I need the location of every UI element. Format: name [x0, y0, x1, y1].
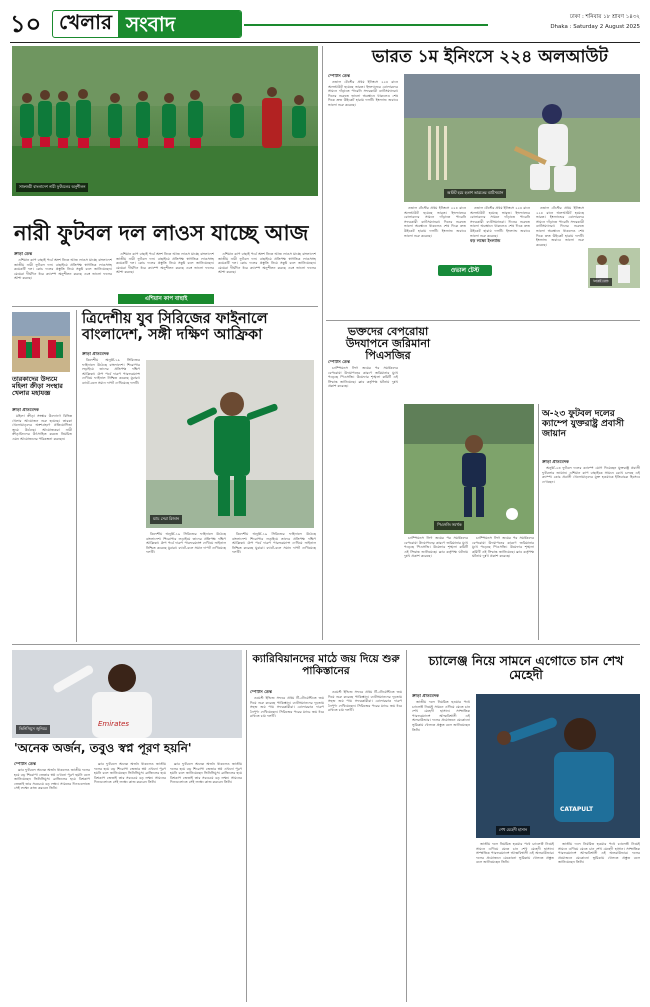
vinicius-body-text-3: ক্লাব ফুটবলে অনেক অর্জন থাকলেও জাতীয় দলের হয়ে বড় শিরোপা জেতার স্বপ্ন এখনো পূরণ হয়নি বলে জানিয়েছেন ভিনিসিয়ুস। ব্রাজিলের হয়ে বিশ্বকাপ জেতাই তার সবচেয়ে বড় লক্ষ্য। সামনের দিনগুলোতে সেই লক্ষ্যে কাজ করবেন তিনি।: [170, 762, 242, 785]
vinicius-headline: 'অনেক অর্জন, তবুও স্বপ্ন পূরণ হয়নি': [14, 741, 192, 755]
vinicius-photo: [12, 650, 242, 738]
india-cricket-body-col3: [470, 206, 530, 316]
india-cricket-subhead: বড় লক্ষ্যে ইংল্যান্ড: [470, 238, 501, 244]
women-org-illustration: [12, 312, 70, 372]
mehedi-body-col2: [476, 842, 554, 1002]
india-cricket-body-text: ওভাল টেস্টের প্রথম ইনিংসে ২২৪ রানে অলআউট হয়েছে ভারত। ইংল্যান্ডের বোলারদের সামনে দাঁড়াতে পারেনি সফরকারী ব্যাটসম্যানরা। দিনের শুরুতে ভালো অবস্থানে থাকলেও শেষ দিকে দ্রুত উইকেট হারায় দলটি। ইংল্যান্ড জবাবে ভালো শুরু করেছে।: [328, 80, 398, 108]
mehedi-jersey-text: CATAPULT: [560, 806, 594, 813]
cricket-batsman-illustration: [404, 74, 640, 202]
football-byline: ক্রীড়া ডেস্ক: [14, 252, 33, 256]
psg-body-text-2: চ্যাম্পিয়নস লিগ জয়ের পর সমর্থকদের বেপরোয়া উদযাপনের কারণে জরিমানার মুখে পড়েছে পিএসজি। উয়েফার শৃঙ্খলা কমিটি এই সিদ্ধান্ত জানিয়েছে। ক্লাব কর্তৃপক্ষ ঘটনায় দুঃখ প্রকাশ করেছে।: [404, 536, 468, 559]
divider-v4: [246, 650, 247, 1002]
u23-photo: [588, 248, 640, 288]
masthead: [10, 8, 640, 40]
women-org-byline: ক্রীড়া প্রতিবেদক: [12, 408, 39, 412]
u23-body: [542, 460, 640, 640]
divider-v5: [406, 650, 407, 1002]
women-org-headline: তারকাদের উদ্যমে মহিলা ক্রীড়া সংস্থার খেলার মহাযজ্ঞ: [12, 375, 63, 398]
section-title-accent: সংবাদ: [118, 11, 241, 37]
football-body-col3: [218, 252, 316, 302]
youth-series-caption: ম্যাচ সেরা রিজান: [150, 515, 182, 524]
vinicius-byline: স্পোর্টস ডেস্ক: [14, 762, 37, 766]
youth-series-body-text: ত্রিদেশীয় অনূর্ধ্ব-১৯ সিরিজের ফাইনালে উঠেছে বাংলাদেশ। শিরোপার লড়াইয়ে তাদের প্রতিপক্ষ দক্ষিণ আফ্রিকা। গ্রুপ পর্বে দারুণ পারফরম্যান্স দেখিয়ে ফাইনাল নিশ্চিত করেছে যুবারা। ব্যাটে-বলে সমান দাপট দেখিয়েছে দলটি।: [82, 358, 140, 386]
vinicius-jersey-text: Emirates: [98, 720, 130, 728]
india-cricket-caption: আউট হয়ে হতাশ ভারতের ব্যাটসম্যান: [444, 189, 506, 198]
psg-body-text: চ্যাম্পিয়নস লিগ জয়ের পর সমর্থকদের বেপরোয়া উদযাপনের কারণে জরিমানার মুখে পড়েছে পিএসজি। উয়েফার শৃঙ্খলা কমিটি এই সিদ্ধান্ত জানিয়েছে। ক্লাব কর্তৃপক্ষ ঘটনায় দুঃখ প্রকাশ করেছে।: [328, 366, 398, 389]
u23-body-text: অনূর্ধ্ব-২৩ ফুটবল দলের ক্যাম্পে যোগ দিয়েছেন যুক্তরাষ্ট্র প্রবাসী ফুটবলার জায়ান। এশিয়ান কাপ বাছাইকে সামনে রেখে চলছে এই ক্যাম্প। কোচ প্রবাসী খেলোয়াড়দের যুক্ত হওয়াকে ইতিবাচক হিসেবে দেখছেন।: [542, 466, 640, 484]
divider-2: [326, 320, 640, 321]
india-cricket-byline: স্পোর্টস ডেস্ক: [328, 74, 351, 78]
india-cricket-body-text-4: ওভাল টেস্টের প্রথম ইনিংসে ২২৪ রানে অলআউট হয়েছে ভারত। ইংল্যান্ডের বোলারদের সামনে দাঁড়াতে পারেনি সফরকারী ব্যাটসম্যানরা। দিনের শুরুতে ভালো অবস্থানে থাকলেও শেষ দিকে দ্রুত উইকেট হারায় দলটি। ইংল্যান্ড জবাবে ভালো শুরু করেছে।: [536, 206, 584, 247]
vinicius-body-col2: [94, 762, 166, 1002]
divider-v-u23: [538, 404, 539, 640]
mehedi-photo: [476, 694, 640, 838]
date-en: Dhaka : Saturday 2 August 2025: [550, 24, 640, 30]
divider-v-main: [322, 46, 323, 640]
psg-byline: স্পোর্টস ডেস্ক: [328, 360, 351, 364]
football-body-col2: [116, 252, 214, 274]
football-body-text-3: এশিয়ান কাপ বাছাই পর্বে অংশ নিতে আজ লাওস যাচ্ছে বাংলাদেশ জাতীয় নারী ফুটবল দল। বাছাইয়ে প্রতিপক্ষ স্বাগতিক লাওসসহ কয়েকটি দল। কোচ দলের প্রস্তুতি নিয়ে সন্তুষ্ট বলে জানিয়েছেন। মেয়েরা দীর্ঘদিন ধরে ক্যাম্পে অনুশীলন করছে এবং ভালো ফলের আশা করছে।: [218, 252, 316, 275]
women-org-body: [12, 408, 72, 640]
psg-body-text-3: চ্যাম্পিয়নস লিগ জয়ের পর সমর্থকদের বেপরোয়া উদযাপনের কারণে জরিমানার মুখে পড়েছে পিএসজি। উয়েফার শৃঙ্খলা কমিটি এই সিদ্ধান্ত জানিয়েছে। ক্লাব কর্তৃপক্ষ ঘটনায় দুঃখ প্রকাশ করেছে।: [472, 536, 534, 559]
masthead-line: [244, 24, 488, 26]
divider-1: [12, 306, 318, 307]
youth-series-body-col2: [146, 532, 226, 640]
mehedi-caption: শেখ মেহেদী হাসান: [496, 826, 530, 835]
mehedi-body-text-3: জাতীয় দলে নিয়মিত হওয়ার পথে চ্যালেঞ্জ নিয়েই সামনে এগিয়ে যেতে চান শেখ মেহেদী হাসান। সাম্প্রতিক পারফরম্যান্সে আত্মবিশ্বাসী এই অলরাউন্ডার। দলের প্রয়োজনে যেকোনো ভূমিকায় খেলতে প্রস্তুত বলে জানিয়েছেন তিনি।: [558, 842, 640, 865]
football-team-photo: [12, 46, 318, 196]
india-cricket-headline: ভারত ১ম ইনিংসে ২২৪ অলআউট: [372, 47, 608, 67]
football-team-illustration: [12, 46, 318, 196]
pakistan-body-col2: [328, 690, 402, 1002]
youth-series-body-text-3: ত্রিদেশীয় অনূর্ধ্ব-১৯ সিরিজের ফাইনালে উঠেছে বাংলাদেশ। শিরোপার লড়াইয়ে তাদের প্রতিপক্ষ দক্ষিণ আফ্রিকা। গ্রুপ পর্বে দারুণ পারফরম্যান্স দেখিয়ে ফাইনাল নিশ্চিত করেছে যুবারা। ব্যাটে-বলে সমান দাপট দেখিয়েছে দলটি।: [232, 532, 316, 555]
mehedi-body: [412, 694, 470, 1002]
u23-headline: অ-২৩ ফুটবল দলের ক্যাম্পে যুক্তরাষ্ট্র প্রবাসী জায়ান: [542, 409, 624, 439]
oval-test-badge: ওভাল টেস্ট: [438, 265, 492, 276]
page-number: ১০: [10, 10, 42, 38]
india-cricket-body-text-2: ওভাল টেস্টের প্রথম ইনিংসে ২২৪ রানে অলআউট হয়েছে ভারত। ইংল্যান্ডের বোলারদের সামনে দাঁড়াতে পারেনি সফরকারী ব্যাটসম্যানরা। দিনের শুরুতে ভালো অবস্থানে থাকলেও শেষ দিকে দ্রুত উইকেট হারায় দলটি। ইংল্যান্ড জবাবে ভালো শুরু করেছে।: [404, 206, 466, 238]
youth-series-photo: [146, 360, 314, 528]
women-org-photo: [12, 312, 70, 372]
pakistan-body-text-2: ওয়েস্ট ইন্ডিজ সফরে প্রথম টি-টোয়েন্টিতে জয় দিয়ে শুরু করেছে পাকিস্তান। ব্যাটসম্যানদের দৃঢ়তায় সহজ জয় পায় সফরকারীরা। বোলাররাও দারুণ নৈপুণ্য দেখিয়েছেন। সিরিজের পরের ম্যাচে জয় ধরে রাখতে চায় দলটি।: [328, 690, 402, 713]
section-title-main: খেলার: [59, 9, 112, 34]
football-body-text: এশিয়ান কাপ বাছাই পর্বে অংশ নিতে আজ লাওস যাচ্ছে বাংলাদেশ জাতীয় নারী ফুটবল দল। বাছাইয়ে প্রতিপক্ষ স্বাগতিক লাওসসহ কয়েকটি দল। কোচ দলের প্রস্তুতি নিয়ে সন্তুষ্ট বলে জানিয়েছেন। মেয়েরা দীর্ঘদিন ধরে ক্যাম্পে অনুশীলন করছে এবং ভালো ফলের আশা করছে।: [14, 258, 112, 281]
date-bn: ঢাকা : শনিবার ১৮ শ্রাবণ ১৪৩২: [570, 14, 640, 20]
vinicius-caption: ভিনিসিয়ুস জুনিয়র: [16, 725, 50, 734]
vinicius-body-col3: [170, 762, 242, 1002]
section-title: [52, 10, 242, 38]
psg-body-col2: [404, 536, 468, 640]
mehedi-body-text: জাতীয় দলে নিয়মিত হওয়ার পথে চ্যালেঞ্জ নিয়েই সামনে এগিয়ে যেতে চান শেখ মেহেদী হাসান। সাম্প্রতিক পারফরম্যান্সে আত্মবিশ্বাসী এই অলরাউন্ডার। দলের প্রয়োজনে যেকোনো ভূমিকায় খেলতে প্রস্তুত বলে জানিয়েছেন তিনি।: [412, 700, 470, 732]
psg-caption: পিএসজি সমর্থক: [434, 521, 464, 530]
psg-photo: [404, 404, 534, 534]
football-subhead: এশিয়ান কাপ বাছাই: [118, 294, 214, 304]
youth-series-byline: ক্রীড়া প্রতিবেদক: [82, 352, 109, 356]
india-cricket-body-col4: [536, 206, 584, 316]
vinicius-body-text: ক্লাব ফুটবলে অনেক অর্জন থাকলেও জাতীয় দলের হয়ে বড় শিরোপা জেতার স্বপ্ন এখনো পূরণ হয়নি বলে জানিয়েছেন ভিনিসিয়ুস। ব্রাজিলের হয়ে বিশ্বকাপ জেতাই তার সবচেয়ে বড় লক্ষ্য। সামনের দিনগুলোতে সেই লক্ষ্যে কাজ করবেন তিনি।: [14, 768, 90, 791]
pakistan-headline: ক্যারিবিয়ানদের মাঠে জয় দিয়ে শুরু পাকিস্তানের: [252, 653, 400, 677]
youth-series-headline: ত্রিদেশীয় যুব সিরিজের ফাইনালে বাংলাদেশ, সঙ্গী দক্ষিণ আফ্রিকা: [82, 311, 268, 343]
divider-v1: [76, 310, 77, 642]
mehedi-illustration: [476, 694, 640, 838]
masthead-rule: [10, 42, 640, 43]
mehedi-headline: চ্যালেঞ্জ নিয়ে সামনে এগোতে চান শেখ মেহেদী: [428, 653, 624, 682]
mehedi-byline: ক্রীড়া প্রতিবেদক: [412, 694, 439, 698]
psg-body-col3: [472, 536, 534, 640]
vinicius-body-text-2: ক্লাব ফুটবলে অনেক অর্জন থাকলেও জাতীয় দলের হয়ে বড় শিরোপা জেতার স্বপ্ন এখনো পূরণ হয়নি বলে জানিয়েছেন ভিনিসিয়ুস। ব্রাজিলের হয়ে বিশ্বকাপ জেতাই তার সবচেয়ে বড় লক্ষ্য। সামনের দিনগুলোতে সেই লক্ষ্যে কাজ করবেন তিনি।: [94, 762, 166, 785]
u23-byline: ক্রীড়া প্রতিবেদক: [542, 460, 569, 464]
vinicius-body: [14, 762, 90, 1002]
youth-series-body-text-2: ত্রিদেশীয় অনূর্ধ্ব-১৯ সিরিজের ফাইনালে উঠেছে বাংলাদেশ। শিরোপার লড়াইয়ে তাদের প্রতিপক্ষ দক্ষিণ আফ্রিকা। গ্রুপ পর্বে দারুণ পারফরম্যান্স দেখিয়ে ফাইনাল নিশ্চিত করেছে যুবারা। ব্যাটে-বলে সমান দাপট দেখিয়েছে দলটি।: [146, 532, 226, 555]
mehedi-body-text-2: জাতীয় দলে নিয়মিত হওয়ার পথে চ্যালেঞ্জ নিয়েই সামনে এগিয়ে যেতে চান শেখ মেহেদী হাসান। সাম্প্রতিক পারফরম্যান্সে আত্মবিশ্বাসী এই অলরাউন্ডার। দলের প্রয়োজনে যেকোনো ভূমিকায় খেলতে প্রস্তুত বলে জানিয়েছেন তিনি।: [476, 842, 554, 865]
football-headline: নারী ফুটবল দল লাওস যাচ্ছে আজ: [14, 221, 309, 245]
pakistan-byline: স্পোর্টস ডেস্ক: [250, 690, 273, 694]
u23-photo-caption: ক্রিকেট খেলা: [590, 278, 612, 286]
psg-fan-illustration: [404, 404, 534, 534]
football-body: [14, 252, 112, 300]
youth-series-body: [82, 352, 140, 642]
india-cricket-body-col2: [404, 206, 466, 316]
psg-headline: ভক্তদের বেপরোয়া উদযাপনে জরিমানা পিএসজির: [345, 325, 431, 363]
india-cricket-body: [328, 74, 398, 316]
psg-body: [328, 360, 398, 640]
mehedi-body-col3: [558, 842, 640, 1002]
pakistan-body-text: ওয়েস্ট ইন্ডিজ সফরে প্রথম টি-টোয়েন্টিতে জয় দিয়ে শুরু করেছে পাকিস্তান। ব্যাটসম্যানদের দৃঢ়তায় সহজ জয় পায় সফরকারীরা। বোলাররাও দারুণ নৈপুণ্য দেখিয়েছেন। সিরিজের পরের ম্যাচে জয় ধরে রাখতে চায় দলটি।: [250, 696, 324, 719]
youth-player-illustration: [146, 360, 314, 528]
divider-3: [12, 644, 640, 645]
india-cricket-photo: [404, 74, 640, 202]
youth-series-body-col3: [232, 532, 316, 640]
pakistan-body: [250, 690, 324, 1002]
football-body-text-2: এশিয়ান কাপ বাছাই পর্বে অংশ নিতে আজ লাওস যাচ্ছে বাংলাদেশ জাতীয় নারী ফুটবল দল। বাছাইয়ে প্রতিপক্ষ স্বাগতিক লাওসসহ কয়েকটি দল। কোচ দলের প্রস্তুতি নিয়ে সন্তুষ্ট বলে জানিয়েছেন। মেয়েরা দীর্ঘদিন ধরে ক্যাম্পে অনুশীলন করছে এবং ভালো ফলের আশা করছে।: [116, 252, 214, 274]
football-photo-caption: সাফজয়ী বাংলাদেশ নারী ফুটবলের অনুশীলন: [16, 183, 88, 192]
women-org-body-text: মহিলা ক্রীড়া সংস্থার উদ্যোগে বিভিন্ন খেলার আয়োজন শুরু হয়েছে। তারকা খেলোয়াড়দের অংশগ্রহণে প্রতিযোগিতা জমে উঠেছে। আয়োজকরা নারী ক্রীড়াবিদদের উৎসাহিত করতে নিয়মিত এমন আয়োজনের পরিকল্পনা করছেন।: [12, 414, 72, 442]
india-cricket-body-text-3: ওভাল টেস্টের প্রথম ইনিংসে ২২৪ রানে অলআউট হয়েছে ভারত। ইংল্যান্ডের বোলারদের সামনে দাঁড়াতে পারেনি সফরকারী ব্যাটসম্যানরা। দিনের শুরুতে ভালো অবস্থানে থাকলেও শেষ দিকে দ্রুত উইকেট হারায় দলটি। ইংল্যান্ড জবাবে ভালো শুরু করেছে।: [470, 206, 530, 238]
